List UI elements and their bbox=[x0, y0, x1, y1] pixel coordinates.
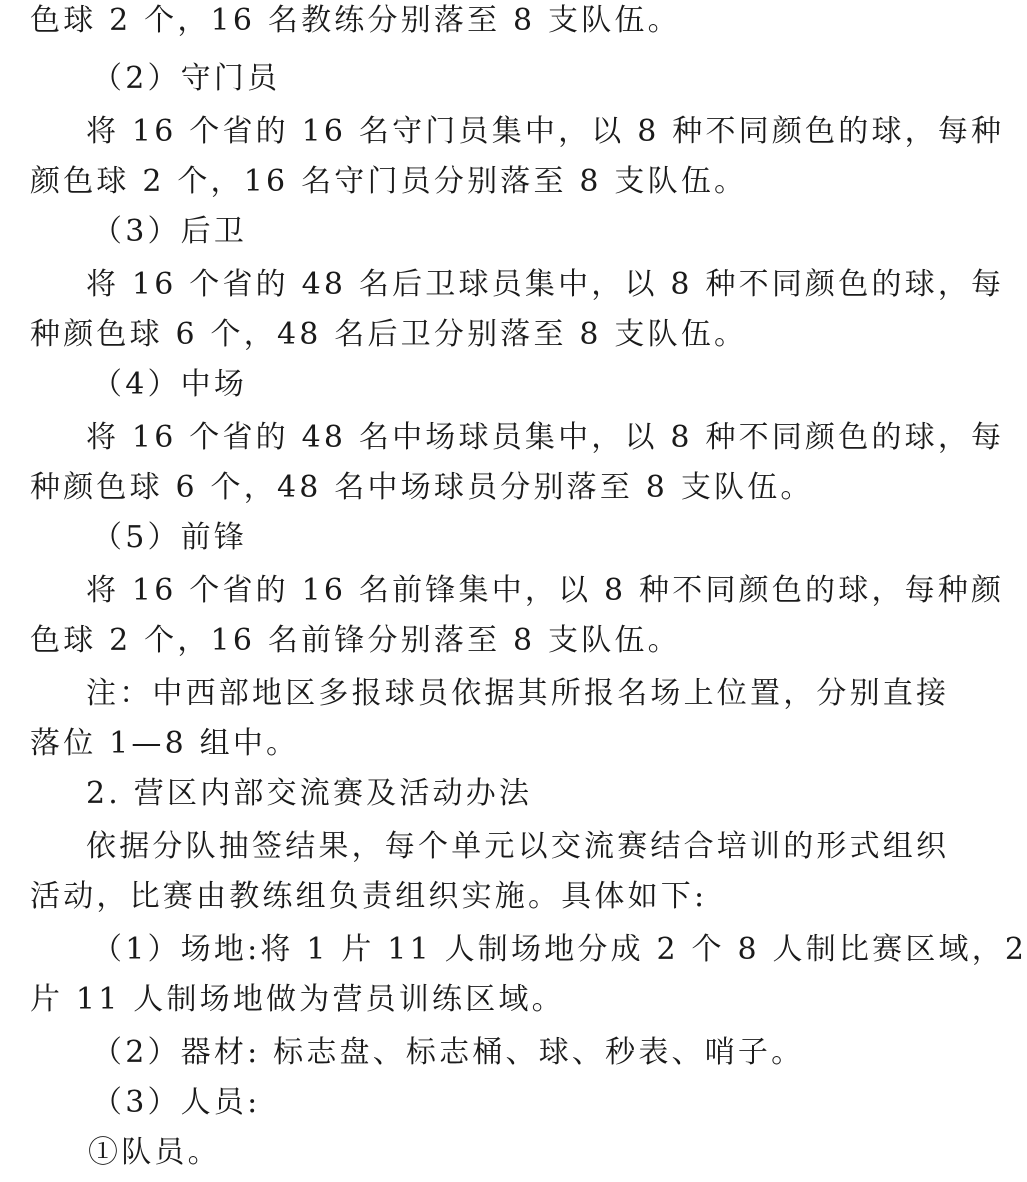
text-line-6: 将 16 个省的 48 名后卫球员集中，以 8 种不同颜色的球，每 bbox=[86, 267, 1005, 302]
section-heading-goalkeeper: （2）守门员 bbox=[92, 61, 281, 96]
item-venue-line-2: 片 11 人制场地做为营员训练区域。 bbox=[30, 982, 565, 1017]
section-heading-forward: （5）前锋 bbox=[92, 520, 248, 555]
text-line-1: 色球 2 个，16 名教练分别落至 8 支队伍。 bbox=[30, 3, 681, 38]
section-heading-exchange: 2. 营区内部交流赛及活动办法 bbox=[86, 776, 533, 811]
text-line-17: 依据分队抽签结果，每个单元以交流赛结合培训的形式组织 bbox=[86, 829, 950, 864]
section-heading-midfield: （4）中场 bbox=[92, 367, 248, 402]
text-line-10: 种颜色球 6 个，48 名中场球员分别落至 8 支队伍。 bbox=[30, 470, 814, 505]
item-personnel: （3）人员: bbox=[92, 1085, 261, 1120]
text-line-13: 色球 2 个，16 名前锋分别落至 8 支队伍。 bbox=[30, 623, 681, 658]
text-line-18: 活动，比赛由教练组负责组织实施。具体如下: bbox=[30, 879, 708, 914]
text-line-3: 将 16 个省的 16 名守门员集中，以 8 种不同颜色的球，每种 bbox=[86, 114, 1005, 149]
text-line-7: 种颜色球 6 个，48 名后卫分别落至 8 支队伍。 bbox=[30, 317, 748, 352]
section-heading-defender: （3）后卫 bbox=[92, 214, 248, 249]
note-line-2: 落位 1—8 组中。 bbox=[30, 726, 300, 761]
text-line-9: 将 16 个省的 48 名中场球员集中，以 8 种不同颜色的球，每 bbox=[86, 420, 1005, 455]
item-players: ①队员。 bbox=[88, 1135, 221, 1170]
text-line-4: 颜色球 2 个，16 名守门员分别落至 8 支队伍。 bbox=[30, 164, 748, 199]
note-line-1: 注：中西部地区多报球员依据其所报名场上位置，分别直接 bbox=[86, 676, 950, 711]
item-equipment: （2）器材: 标志盘、标志桶、球、秒表、哨子。 bbox=[92, 1035, 805, 1070]
text-line-12: 将 16 个省的 16 名前锋集中，以 8 种不同颜色的球，每种颜 bbox=[86, 573, 1005, 608]
item-venue-line-1: （1）场地:将 1 片 11 人制场地分成 2 个 8 人制比赛区域，2 bbox=[92, 932, 1027, 967]
